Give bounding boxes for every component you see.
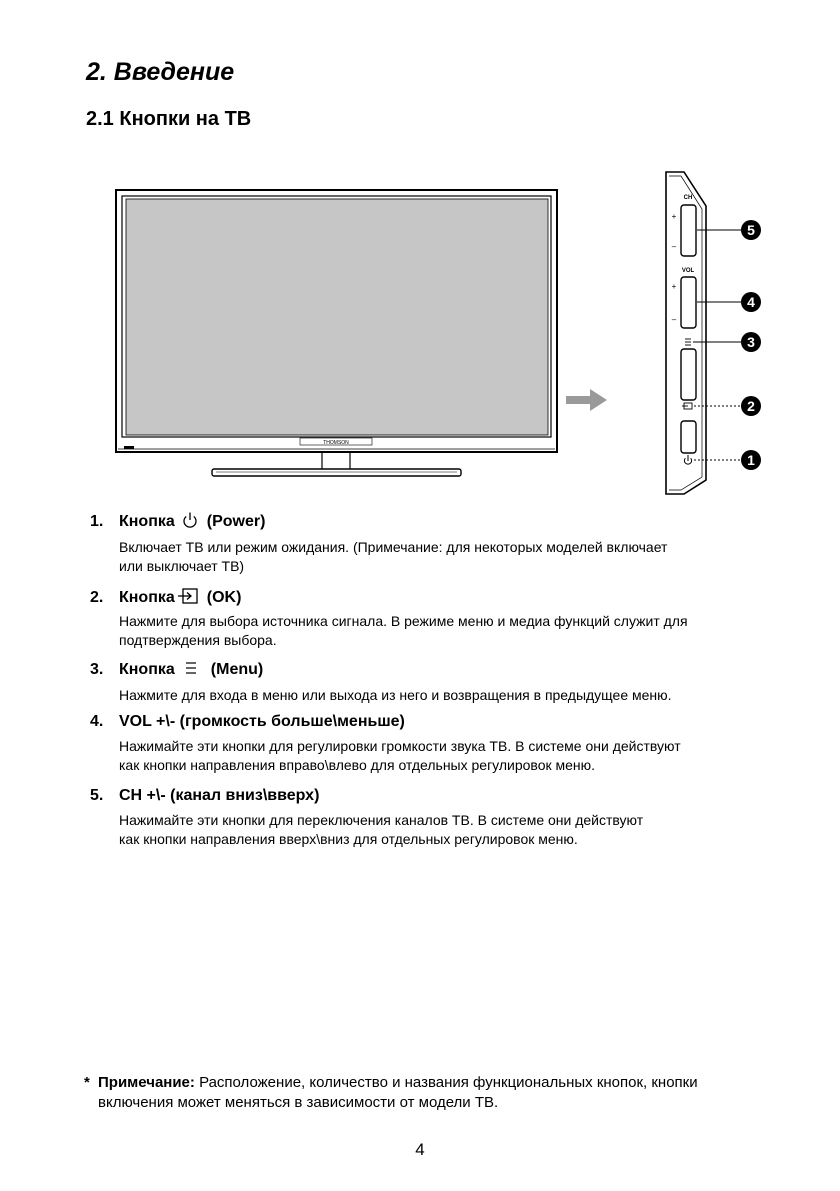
item-label: CH +\- (канал вниз\вверх) [119, 787, 320, 804]
item-label: VOL +\- (громкость больше\меньше) [119, 713, 405, 730]
list-item [90, 710, 790, 775]
menu-icon [185, 660, 197, 681]
footnote-line-1 [84, 1073, 804, 1093]
desc-line: или выключает ТВ) [119, 558, 245, 574]
tv-front-illustration [116, 190, 557, 476]
item-title [90, 658, 790, 682]
source-input-icon [177, 587, 199, 610]
item-number: 1. [90, 513, 104, 530]
subsection-title: 2.1 Кнопки на ТВ [86, 108, 252, 130]
item-suffix: (Power) [206, 513, 266, 530]
desc-line: Нажимайте эти кнопки для переключения каналов ТВ. В системе они действуют [119, 812, 644, 828]
item-suffix: (OK) [206, 589, 242, 606]
vol-button [681, 277, 696, 328]
item-title [90, 510, 790, 534]
desc-line: Нажмите для выбора источника сигнала. В режиме меню и медиа функций служит для [119, 613, 688, 629]
item-number: 3. [90, 661, 104, 678]
item-title [90, 710, 790, 734]
item-label: Кнопка [119, 513, 175, 530]
ch-button [681, 205, 696, 256]
item-title [90, 784, 790, 808]
ch-label: CH [683, 195, 693, 201]
callout-5-number: 5 [747, 222, 755, 238]
page-number: 4 [415, 1140, 425, 1159]
button-description-list [90, 510, 790, 849]
footnote-lead: Примечание: [98, 1074, 195, 1091]
footnote [84, 1073, 804, 1113]
callout-3-number: 3 [747, 334, 755, 350]
vol-plus-label: + [671, 282, 677, 291]
arrow-right-icon [566, 389, 607, 411]
item-number: 5. [90, 787, 104, 804]
asterisk-icon: * [84, 1074, 90, 1091]
item-description [119, 737, 790, 775]
ch-minus-label: – [671, 242, 677, 251]
desc-line: как кнопки направления вверх\вниз для отдельных регулировок меню. [119, 831, 578, 847]
list-item [90, 510, 790, 576]
menu-source-button [681, 349, 696, 400]
vol-label: VOL [681, 268, 695, 274]
item-title [90, 586, 790, 610]
item-number: 2. [90, 589, 104, 606]
item-description [119, 612, 790, 650]
list-item [90, 658, 790, 705]
desc-line: Нажмите для входа в меню или выхода из него и возвращения в предыдущее меню. [119, 687, 672, 703]
power-icon [181, 511, 199, 534]
power-button [681, 421, 696, 453]
desc-line: как кнопки направления вправо\влево для отдельных регулировок меню. [119, 757, 596, 773]
callout-4-number: 4 [747, 294, 755, 310]
section-title: 2. Введение [86, 58, 235, 86]
item-number: 4. [90, 713, 104, 730]
item-description [119, 686, 790, 705]
footnote-line-2: включения может меняться в зависимости от модели ТВ. [98, 1094, 499, 1111]
ch-plus-label: + [671, 212, 677, 221]
callout-2-number: 2 [747, 398, 755, 414]
item-label: Кнопка [119, 661, 175, 678]
vol-minus-label: – [671, 315, 677, 324]
list-item [90, 586, 790, 650]
desc-line: подтверждения выбора. [119, 632, 277, 648]
item-description [119, 538, 790, 576]
callout-1-number: 1 [747, 452, 755, 468]
footnote-text: Расположение, количество и названия функциональных кнопок, кнопки [194, 1074, 698, 1091]
desc-line: Нажимайте эти кнопки для регулировки громкости звука ТВ. В системе они действуют [119, 738, 681, 754]
item-label: Кнопка [119, 589, 175, 606]
item-suffix: (Menu) [210, 661, 264, 678]
list-item [90, 784, 790, 849]
tv-side-panel [666, 172, 706, 494]
tv-buttons-figure [0, 0, 840, 510]
desc-line: Включает ТВ или режим ожидания. (Примечание: для некоторых моделей включает [119, 539, 668, 555]
tv-brand-logo: THOMSON [323, 440, 349, 446]
item-description [119, 811, 790, 849]
